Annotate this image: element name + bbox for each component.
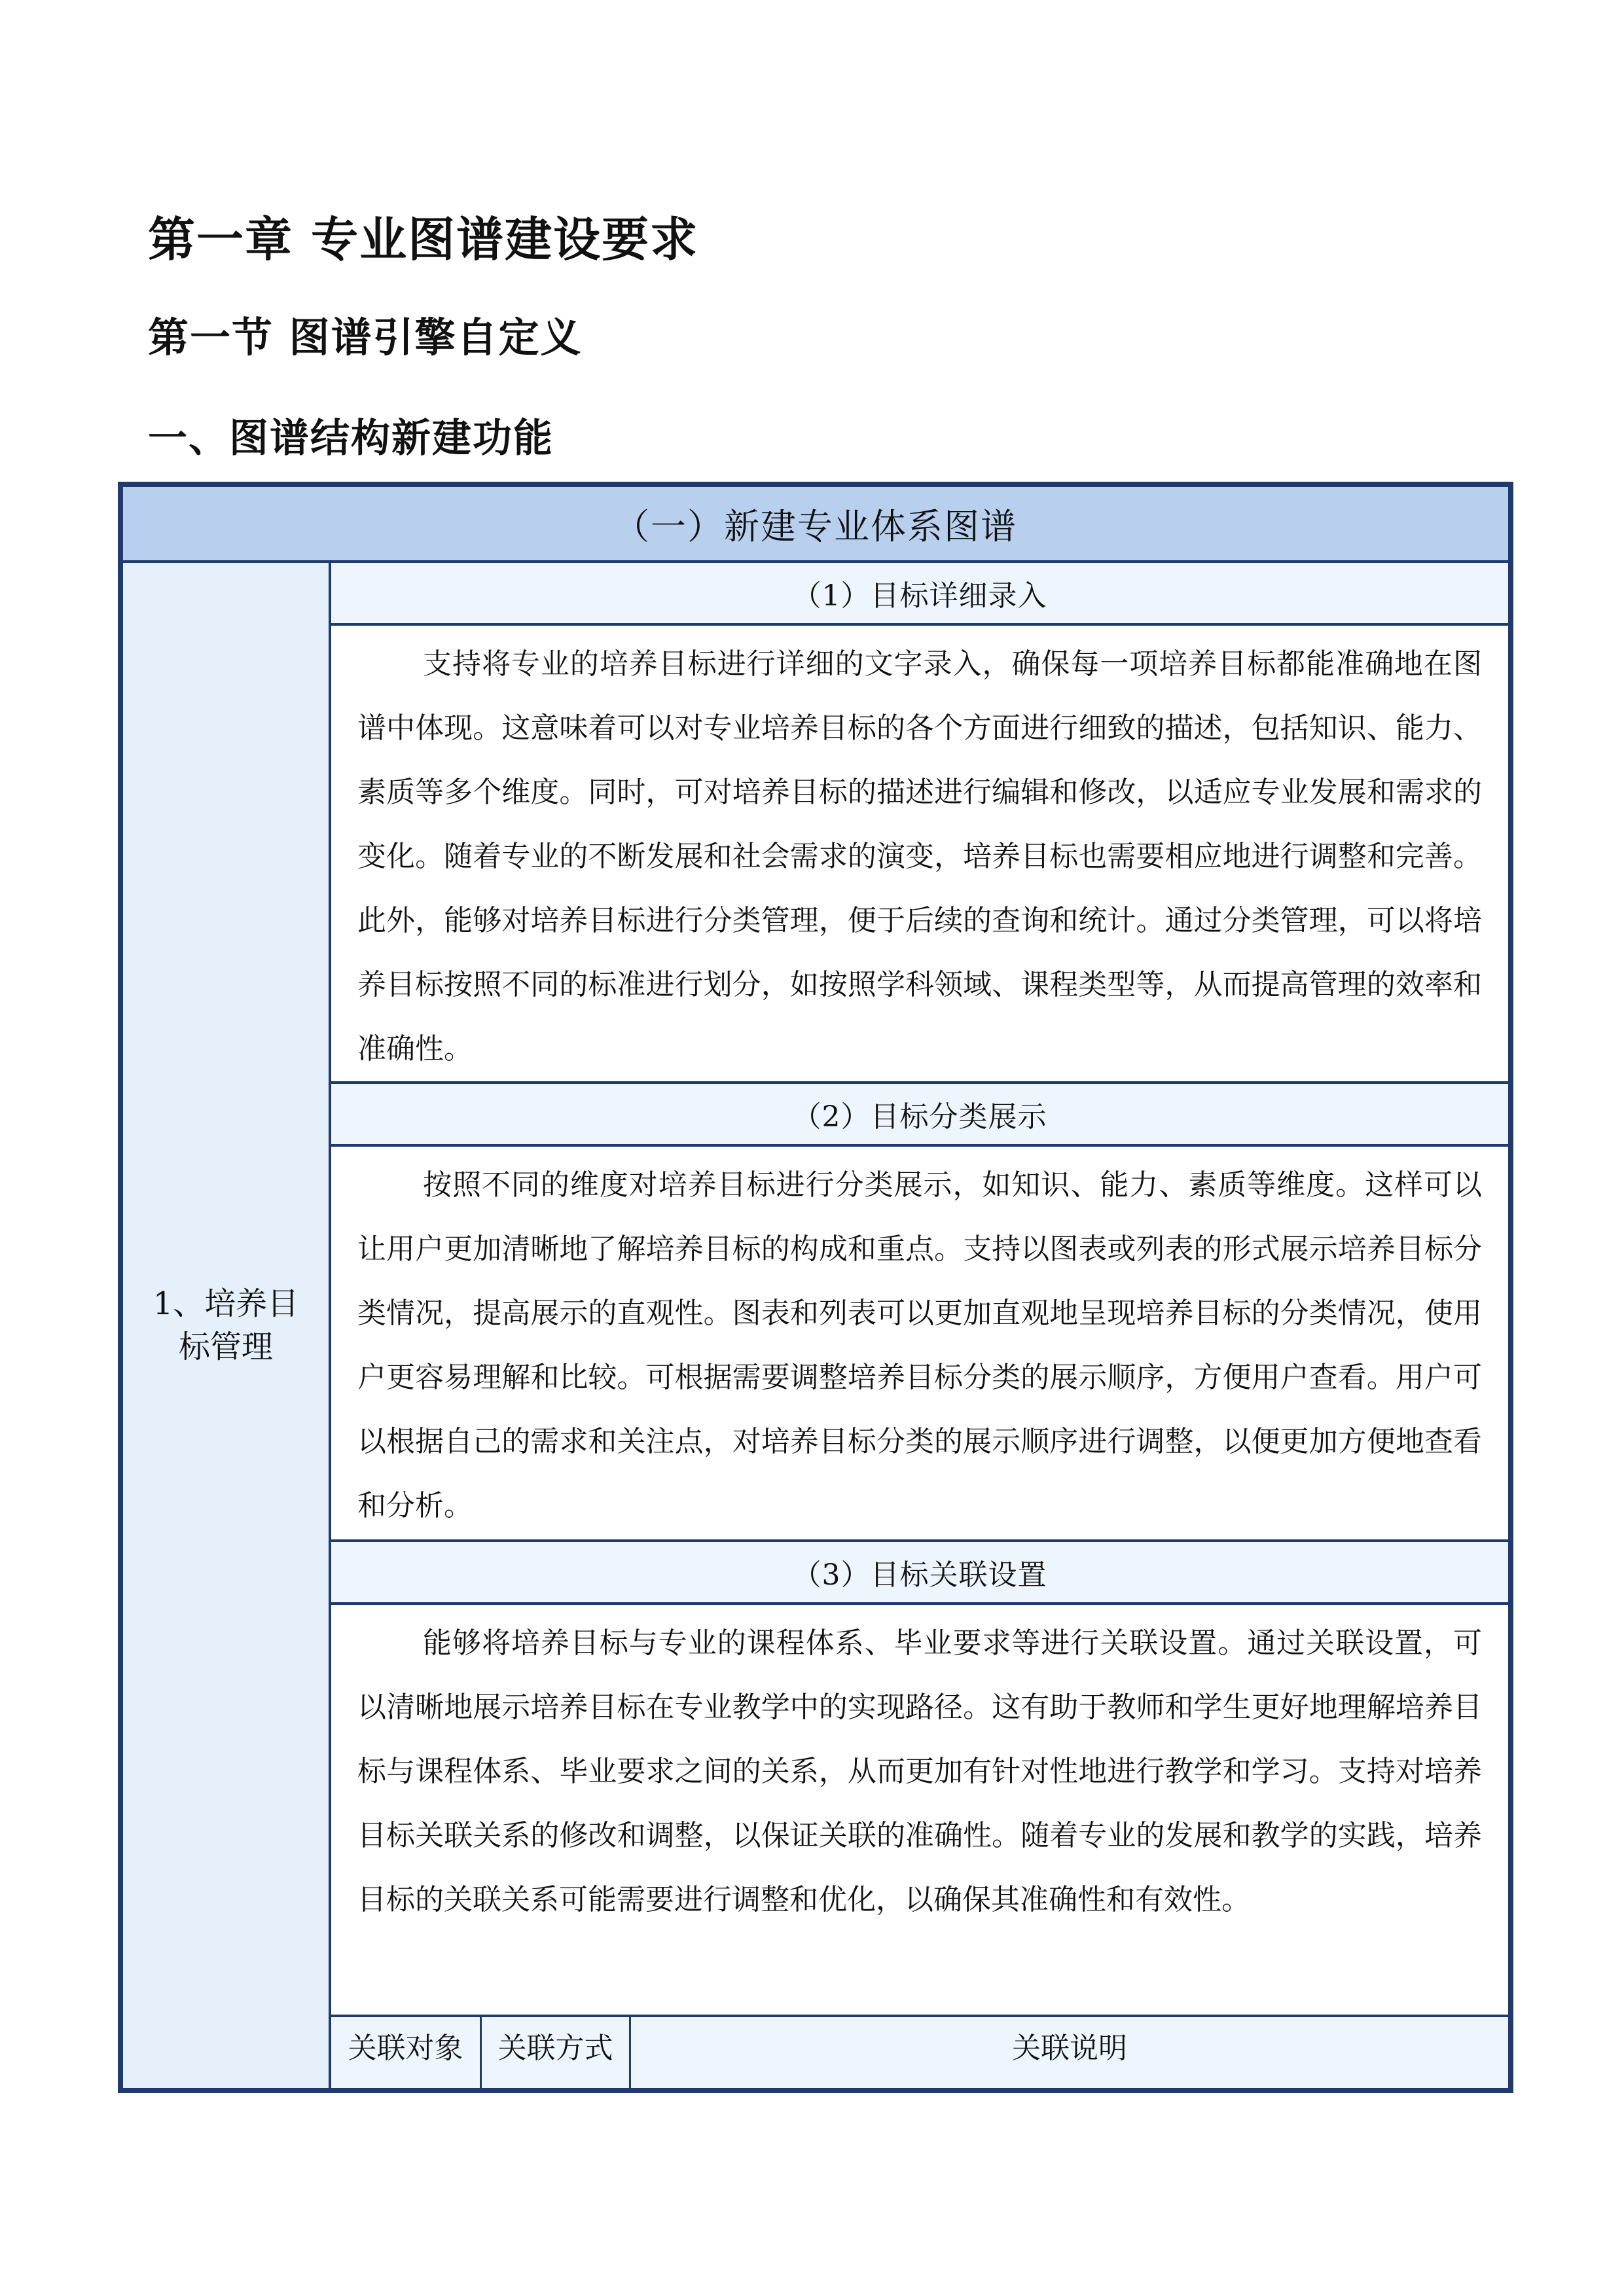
relation-header-method: 关联方式 xyxy=(482,2017,631,2088)
item-paragraph: 按照不同的维度对培养目标进行分类展示，如知识、能力、素质等维度。这样可以让用户更加清晰地了解培养目标的构成和重点。支持以图表或列表的形式展示培养目标分类情况，提高展示的直观性。图表和列表可以更加直观地呈现培养目标的分类情况，使用户更容易理解和比较。可根据需要调整培养目标分类的展示顺序，方便用户查看。用户可以根据自己的需求和关注点，对培养目标分类的展示顺序进行调整，以便更加方便地查看和分析。 xyxy=(357,1168,1482,1522)
item-text-relation-settings xyxy=(331,1605,1508,2017)
item-text-category-display xyxy=(331,1147,1508,1542)
subsection-title: 一、图谱结构新建功能 xyxy=(148,416,554,461)
row-label-goal-management: 1、培养目标管理 xyxy=(123,563,331,2088)
item-heading-detailed-entry: （1）目标详细录入 xyxy=(331,563,1508,626)
item-paragraph: 能够将培养目标与专业的课程体系、毕业要求等进行关联设置。通过关联设置，可以清晰地展示培养目标在专业教学中的实现路径。这有助于教师和学生更好地理解培养目标与课程体系、毕业要求之间的关系，从而更加有针对性地进行教学和学习。支持对培养目标关联关系的修改和调整，以保证关联的准确性。随着专业的发展和教学的实践，培养目标的关联关系可能需要进行调整和优化，以确保其准确性和有效性。 xyxy=(357,1626,1482,1916)
relation-header-object: 关联对象 xyxy=(331,2017,482,2088)
item-heading-relation-settings: （3）目标关联设置 xyxy=(331,1542,1508,1605)
item-heading-category-display: （2）目标分类展示 xyxy=(331,1084,1508,1147)
chapter-title: 第一章 专业图谱建设要求 xyxy=(148,211,699,267)
requirements-table xyxy=(118,482,1513,2093)
item-text-detailed-entry xyxy=(331,626,1508,1084)
item-paragraph: 支持将专业的培养目标进行详细的文字录入，确保每一项培养目标都能准确地在图谱中体现。这意味着可以对专业培养目标的各个方面进行细致的描述，包括知识、能力、素质等多个维度。同时，可对培养目标的描述进行编辑和修改，以适应专业发展和需求的变化。随着专业的不断发展和社会需求的演变，培养目标也需要相应地进行调整和完善。此外，能够对培养目标进行分类管理，便于后续的查询和统计。通过分类管理，可以将培养目标按照不同的标准进行划分，如按照学科领域、课程类型等，从而提高管理的效率和准确性。 xyxy=(357,647,1482,1066)
table-title: （一）新建专业体系图谱 xyxy=(123,487,1508,563)
relation-header-description: 关联说明 xyxy=(631,2017,1508,2088)
section-title: 第一节 图谱引擎自定义 xyxy=(148,314,583,361)
